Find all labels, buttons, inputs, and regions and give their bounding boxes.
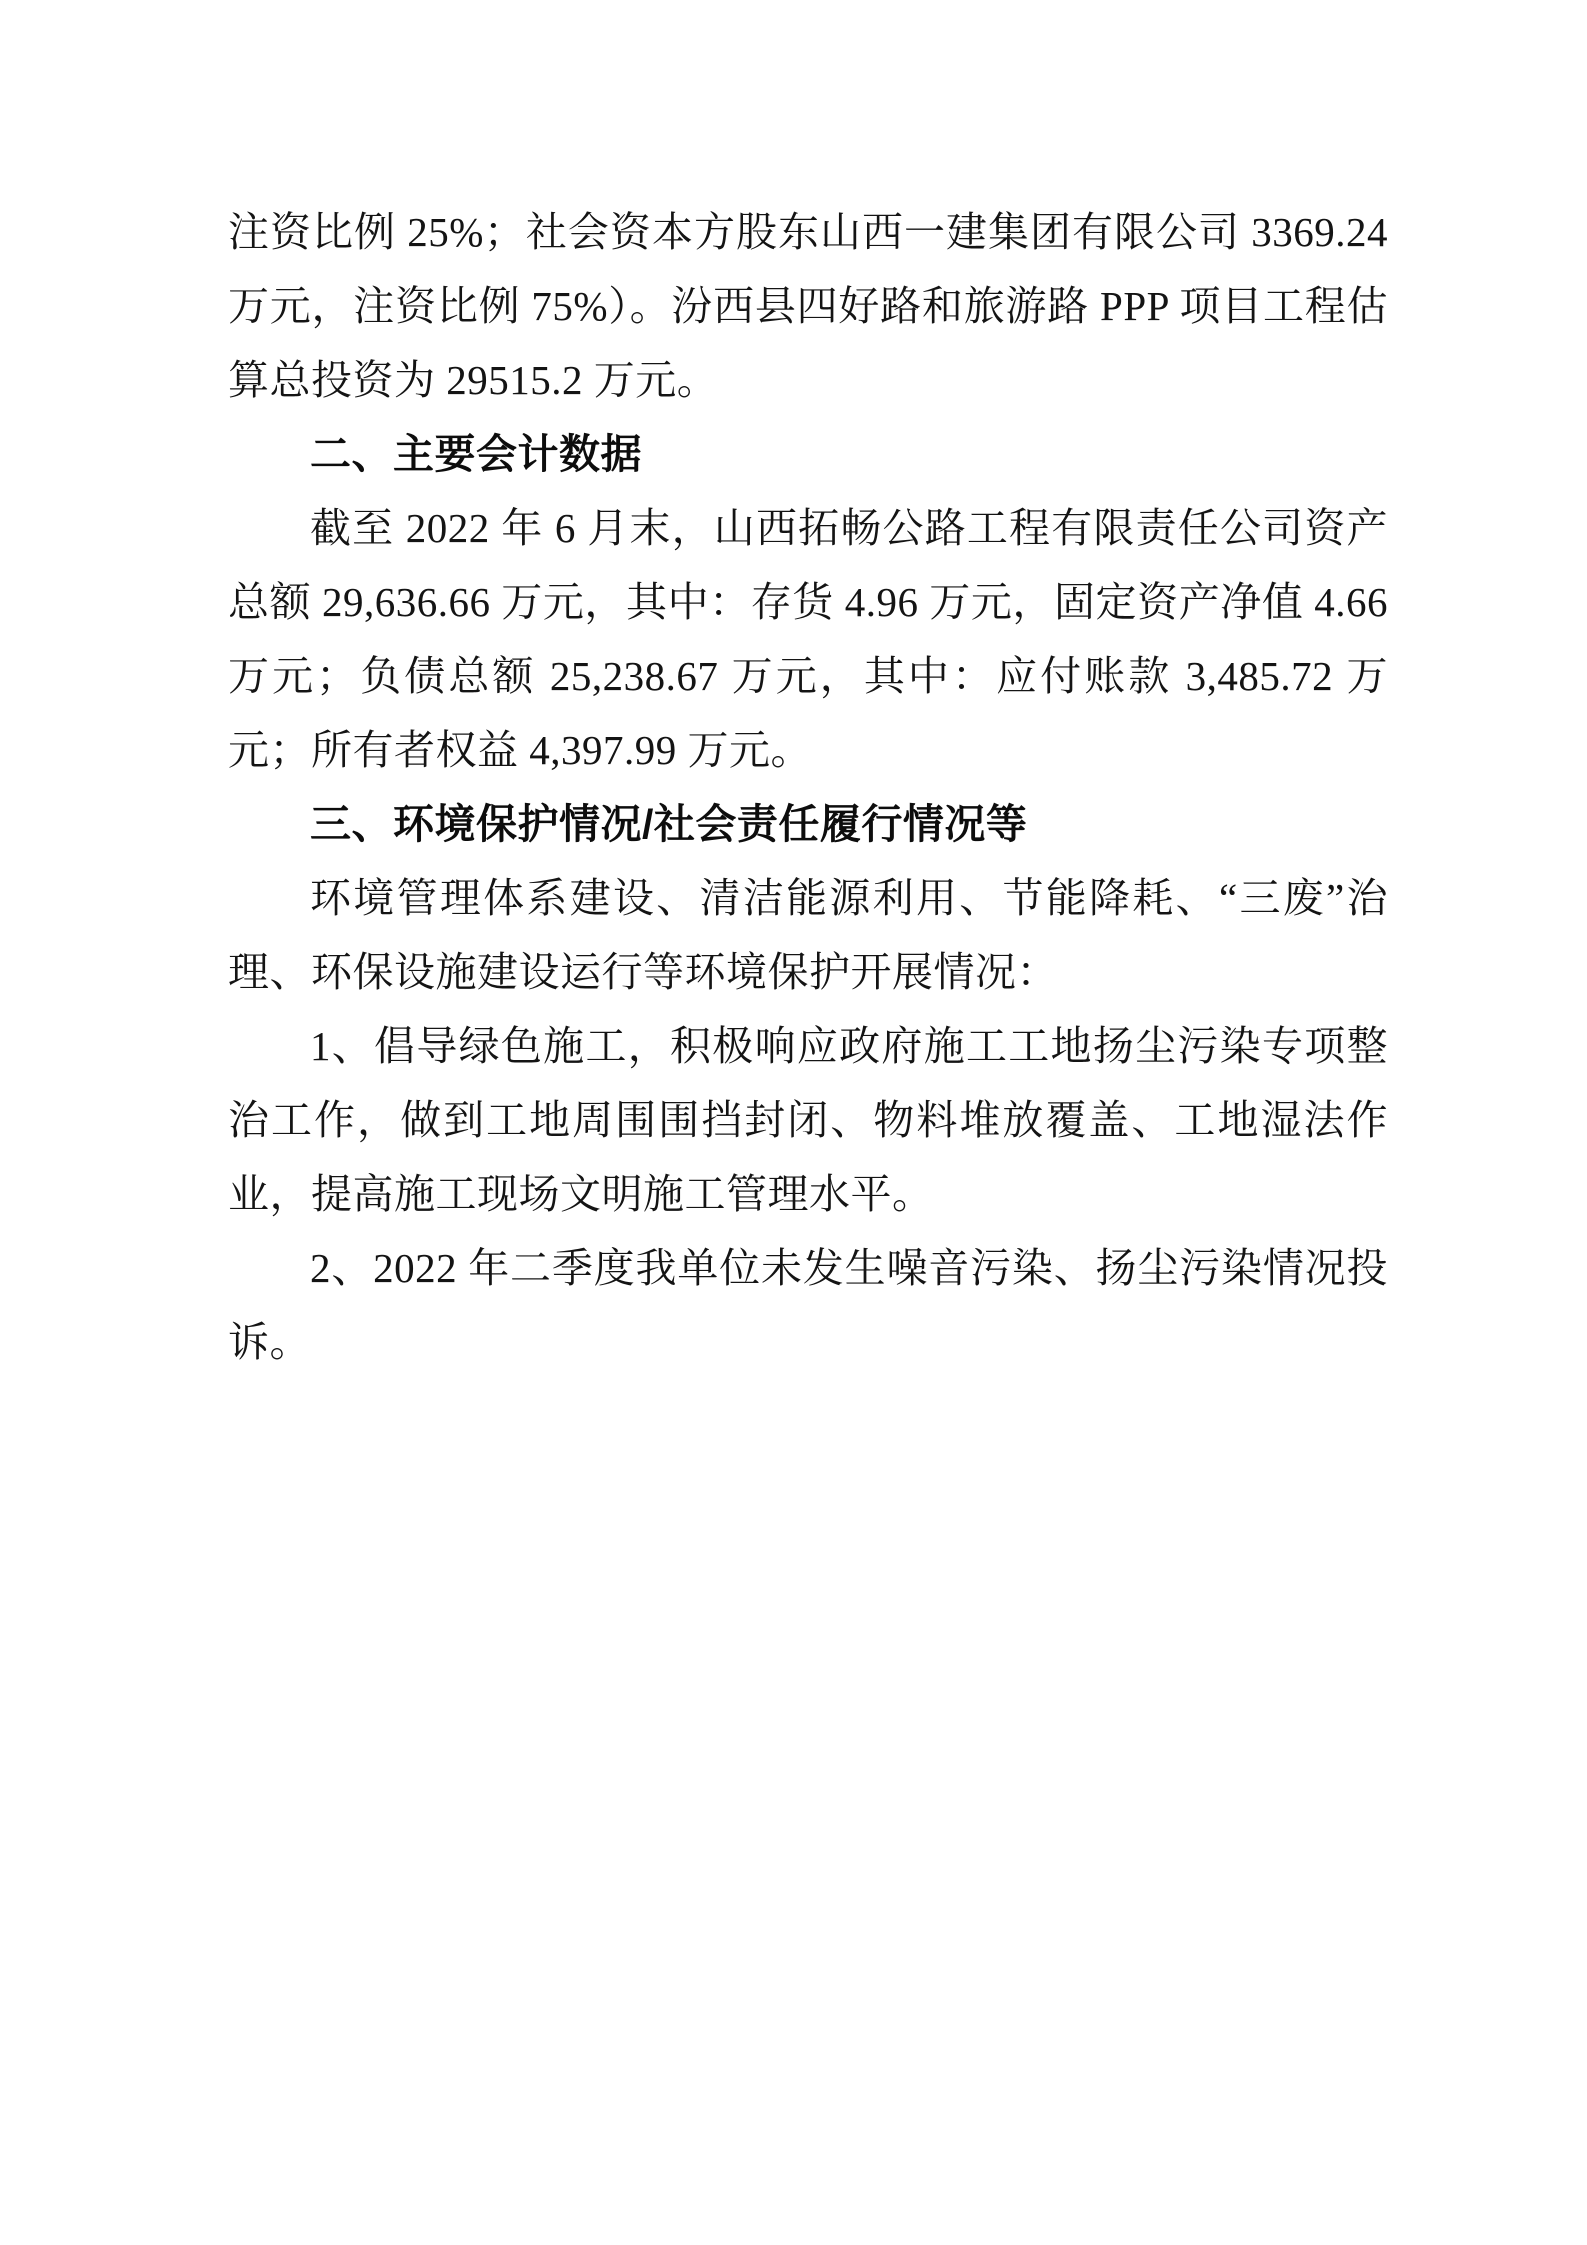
document-body (228, 195, 1388, 1379)
heading-accounting-data: 二、主要会计数据 (310, 431, 642, 477)
paragraph-item-2: 2、2022 年二季度我单位未发生噪音污染、扬尘污染情况投诉。 (228, 1245, 1388, 1365)
paragraph-item-1: 1、倡导绿色施工，积极响应政府施工工地扬尘污染专项整治工作，做到工地周围围挡封闭、物料堆放覆盖、工地湿法作业，提高施工现场文明施工管理水平。 (228, 1023, 1388, 1217)
paragraph-investment-ratio: 注资比例 25%；社会资本方股东山西一建集团有限公司 3369.24 万元，注资比例 75%）。汾西县四好路和旅游路 PPP 项目工程估算总投资为 29515.2 万元。 (228, 209, 1388, 403)
paragraph-environment-overview: 环境管理体系建设、清洁能源利用、节能降耗、“三废”治理、环保设施建设运行等环境保护开展情况： (228, 875, 1388, 995)
paragraph-accounting-data: 截至 2022 年 6 月末，山西拓畅公路工程有限责任公司资产总额 29,636.66 万元，其中：存货 4.96 万元，固定资产净值 4.66 万元；负债总额 25,238.67 万元，其中：应付账款 3,485.72 万元；所有者权益 4,397.99 万元。 (228, 505, 1388, 773)
heading-environment-protection: 三、环境保护情况/社会责任履行情况等 (310, 801, 1028, 847)
